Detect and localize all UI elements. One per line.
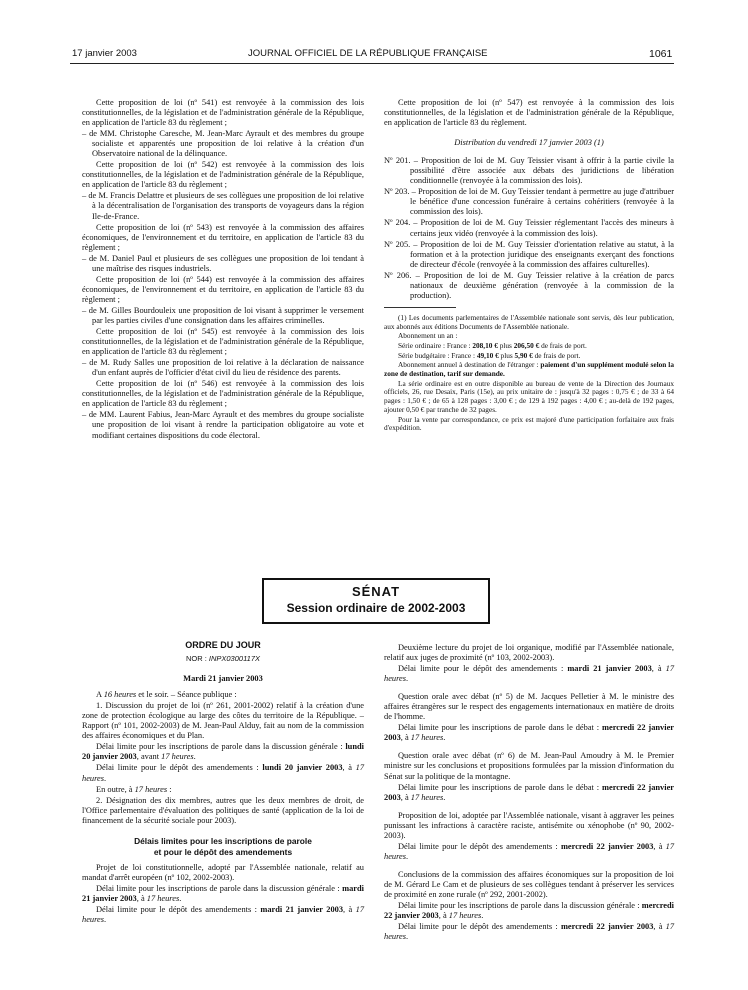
footnote-budget-series: Série budgétaire : France : 49,10 € plus 5,90 € de frais de port. xyxy=(398,350,581,360)
referral-paragraph: Cette proposition de loi (nº 542) est renvoyée à la commission des lois constitutionnelles, de la législation et de l'administration générale de la République, en application de l'article 83 du règlement ; xyxy=(82,160,364,190)
footnote-ordinary-series: Série ordinaire : France : 208,10 € plus 206,50 € de frais de port. xyxy=(398,340,587,350)
agenda-item-1: 1. Discussion du projet de loi (nº 261, 2001-2002) relatif à la création d'une zone de protection écologique au large des côtes du territoire de la République. – Rapport (nº 101, 2002-2003) de M. Jean-Paul Alduy, fait au nom de la commission des affaires économiques et du Plan. xyxy=(82,701,364,741)
senat-title: SÉNAT xyxy=(351,584,401,599)
distribution-list xyxy=(384,156,674,301)
distribution-item: Nº 203. – Proposition de loi de M. Guy Teissier tendant à permettre au juge d'attribuer le bénéfice d'une concession funéraire à certains cohéritiers (renvoyée à la commission des lois). xyxy=(384,187,674,217)
footnote-text: (1) Les documents parlementaires de l'Assemblée nationale sont servis, dès leur publication, aux abonnés aux éditions Documents de l'Assemblée nationale. xyxy=(384,312,674,331)
proposal-entry: – de M. Daniel Paul et plusieurs de ses collègues une proposition de loi tendant à une maîtrise des risques industriels. xyxy=(82,253,364,273)
rural-amendments-deadline: Délai limite pour le dépôt des amendements : mercredi 22 janvier 2003, à 17 heures. xyxy=(384,922,675,942)
rural-speakers-deadline: Délai limite pour les inscriptions de parole dans la discussion générale : mercredi 22 janvier 2003, à 17 heures. xyxy=(384,901,674,921)
bill-speakers-deadline: Délai limite pour les inscriptions de parole dans la discussion générale : mardi 21 janvier 2003, à 17 heures. xyxy=(82,883,364,903)
referral-paragraph: Cette proposition de loi (nº 545) est renvoyée à la commission des lois constitutionnelles, de la législation et de l'administration générale de la République, en application de l'article 83 du règlement ; xyxy=(82,327,364,357)
agenda-day: Mardi 21 janvier 2003 xyxy=(183,674,263,684)
deadlines-heading-1: Délais limites pour les inscriptions de parole xyxy=(134,835,312,846)
senat-session: Session ordinaire de 2002-2003 xyxy=(286,601,466,615)
journal-title: JOURNAL OFFICIEL DE LA RÉPUBLIQUE FRANÇAISE xyxy=(248,48,488,59)
rural-services-conclusions: Conclusions de la commission des affaires économiques sur la proposition de loi de M. Gérard Le Cam et de plusieurs de ses collègues tendant à préserver les services de proximité en zone rurale (nº 292, 2001-2002). xyxy=(384,869,674,899)
distribution-item: Nº 204. – Proposition de loi de M. Guy Teissier réglementant l'accès des mineurs à certains jeux vidéo (renvoyée à la commission des lois). xyxy=(384,218,674,238)
referral-paragraph: Cette proposition de loi (nº 543) est renvoyée à la commission des affaires économiques, de l'environnement et du territoire, en application de l'article 83 du règlement ; xyxy=(82,222,364,252)
agenda-item-2: 2. Désignation des dix membres, autres que les deux membres de droit, de l'Office parlementaire d'évaluation des politiques de santé (application de la loi de financement de la sécurité sociale pour 2003). xyxy=(82,795,364,825)
footnote xyxy=(384,314,674,433)
oral-question-5: Question orale avec débat (nº 5) de M. Jacques Pelletier à M. le ministre des affaires étrangères sur le respect des engagements internationaux en matière de droits de l'homme. xyxy=(384,692,674,722)
question-6-deadline: Délai limite pour les inscriptions de parole dans le débat : mercredi 22 janvier 2003, à 17 heures. xyxy=(384,782,675,802)
bill-amendments-deadline: Délai limite pour le dépôt des amendements : mardi 21 janvier 2003, à 17 heures. xyxy=(82,904,364,924)
proposal-entry: – de M. Gilles Bourdouleix une proposition de loi visant à supprimer le versement par les parties civiles d'une consignation dans les affaires criminelles. xyxy=(82,305,364,325)
issue-date: 17 janvier 2003 xyxy=(72,48,137,59)
referral-paragraph: Cette proposition de loi (nº 544) est renvoyée à la commission des affaires économiques, de l'environnement et du territoire, en application de l'article 83 du règlement ; xyxy=(82,274,364,304)
proposal-entry: – de M. Rudy Salles une proposition de loi relative à la déclaration de naissance d'un enfant auprès de l'officier d'état civil du lieu de résidence des parents. xyxy=(82,358,364,378)
deadline-speakers: Délai limite pour les inscriptions de parole dans la discussion générale : lundi 20 janvier 2003, avant 17 heures. xyxy=(82,742,364,762)
juges-proximite-bill: Deuxième lecture du projet de loi organique, modifié par l'Assemblée nationale, relatif aux juges de proximité (nº 103, 2002-2003). xyxy=(384,643,674,663)
footnote-abroad: Abonnement annuel à destination de l'étranger : paiement d'un supplément modulé selon la zone de destination, tarif sur demande. xyxy=(384,360,674,379)
session-time: A 16 heures et le soir. – Séance publique : xyxy=(96,690,237,700)
nor-reference: NOR : INPX0300117X xyxy=(185,654,261,664)
deadline-amendments: Délai limite pour le dépôt des amendements : lundi 20 janvier 2003, à 17 heures. xyxy=(82,763,364,783)
footnote-rule xyxy=(384,307,456,308)
senat-title-box xyxy=(262,578,490,624)
header-rule xyxy=(70,63,674,64)
left-bottom-column xyxy=(82,640,364,926)
juges-amendments-deadline: Délai limite pour le dépôt des amendements : mardi 21 janvier 2003, à 17 heures. xyxy=(384,664,674,684)
racism-amendments-deadline: Délai limite pour le dépôt des amendements : mercredi 22 janvier 2003, à 17 heures. xyxy=(384,841,675,861)
distribution-item: Nº 206. – Proposition de loi de M. Guy Teissier relative à la création de parcs nationaux de deuxième génération (renvoyée à la commission de la production). xyxy=(384,270,674,300)
question-5-deadline: Délai limite pour les inscriptions de parole dans le débat : mercredi 22 janvier 2003, à 17 heures. xyxy=(384,723,675,743)
deadlines-heading-2: et pour le dépôt des amendements xyxy=(153,846,293,857)
proposal-entry: – de M. Francis Delattre et plusieurs de ses collègues une proposition de loi relative à la décentralisation de l'organisation des transports de voyageurs dans la région Ile-de-France. xyxy=(82,191,364,221)
proposal-entry: – de MM. Christophe Caresche, M. Jean-Marc Ayrault et des membres du groupe socialiste et apparentés une proposition de loi relative à la création d'un Observatoire national de la délinquance. xyxy=(82,129,364,159)
footnote-mail: Pour la vente par correspondance, ce prix est majoré d'une participation forfaitaire aux frais d'expédition. xyxy=(384,414,674,433)
distribution-title: Distribution du vendredi 17 janvier 2003 (1) xyxy=(454,138,604,148)
distribution-item: Nº 201. – Proposition de loi de M. Guy Teissier visant à offrir à la partie civile la possibilité d'être associée aux débats des juridictions de libération conditionnelle (renvoyée à la commission des lois). xyxy=(384,156,674,186)
proposal-entry: – de MM. Laurent Fabius, Jean-Marc Ayrault et des membres du groupe socialiste une proposition de loi visant à rendre la participation obligatoire au vote et modifiant certaines dispositions du code électoral. xyxy=(82,410,364,440)
footnote-subscription: Abonnement un an : xyxy=(398,331,458,341)
bill-mandat-arret: Projet de loi constitutionnelle, adopté par l'Assemblée nationale, relatif au mandat d'arrêt européen (nº 102, 2002-2003). xyxy=(82,862,364,882)
page-number: 1061 xyxy=(649,48,673,60)
footnote-sale: La série ordinaire est en outre disponible au bureau de vente de la Direction des Journaux officiels, 26, rue Desaix, Paris (15e), au prix unitaire de : jusqu'à 32 pages : 0,75 € ; de 33 à 64 pages : 1,50 € ; de 65 à 128 pages : 3,00 € ; de 129 à 192 pages : 4,00 € ; au-delà de 192 pages, ajouter 0,50 € par tranche de 32 pages. xyxy=(384,378,674,414)
distribution-item: Nº 205. – Proposition de loi de M. Guy Teissier d'orientation relative au statut, à la formation et à la protection juridique des enseignants exerçant des fonctions de directeur d'école (renvoyée à la commission des affaires culturelles). xyxy=(384,239,674,269)
intro-paragraph: Cette proposition de loi (nº 547) est renvoyée à la commission des lois constitutionnelles, de la législation et de l'administration générale de la République, en application de l'article 83 du règlement. xyxy=(384,98,674,128)
page-header xyxy=(0,48,748,62)
oral-question-6: Question orale avec débat (nº 6) de M. Jean-Paul Amoudry à M. le Premier ministre sur les conclusions et propositions formulées par la mission d'information du Sénat sur la politique de la montagne. xyxy=(384,751,674,781)
additional-time: En outre, à 17 heures : xyxy=(96,784,172,794)
right-bottom-column xyxy=(384,643,674,943)
agenda-heading: ORDRE DU JOUR xyxy=(185,640,261,650)
right-top-column xyxy=(384,98,674,434)
racism-bill: Proposition de loi, adoptée par l'Assemblée nationale, visant à aggraver les peines punissant les infractions à caractère raciste, antisémite ou xénophobe (nº 90, 2002-2003). xyxy=(384,810,674,840)
referral-paragraph: Cette proposition de loi (nº 541) est renvoyée à la commission des lois constitutionnelles, de la législation et de l'administration générale de la République, en application de l'article 83 du règlement ; xyxy=(82,98,364,128)
left-top-column xyxy=(82,98,364,442)
referral-paragraph: Cette proposition de loi (nº 546) est renvoyée à la commission des lois constitutionnelles, de la législation et de l'administration générale de la République, en application de l'article 83 du règlement ; xyxy=(82,379,364,409)
